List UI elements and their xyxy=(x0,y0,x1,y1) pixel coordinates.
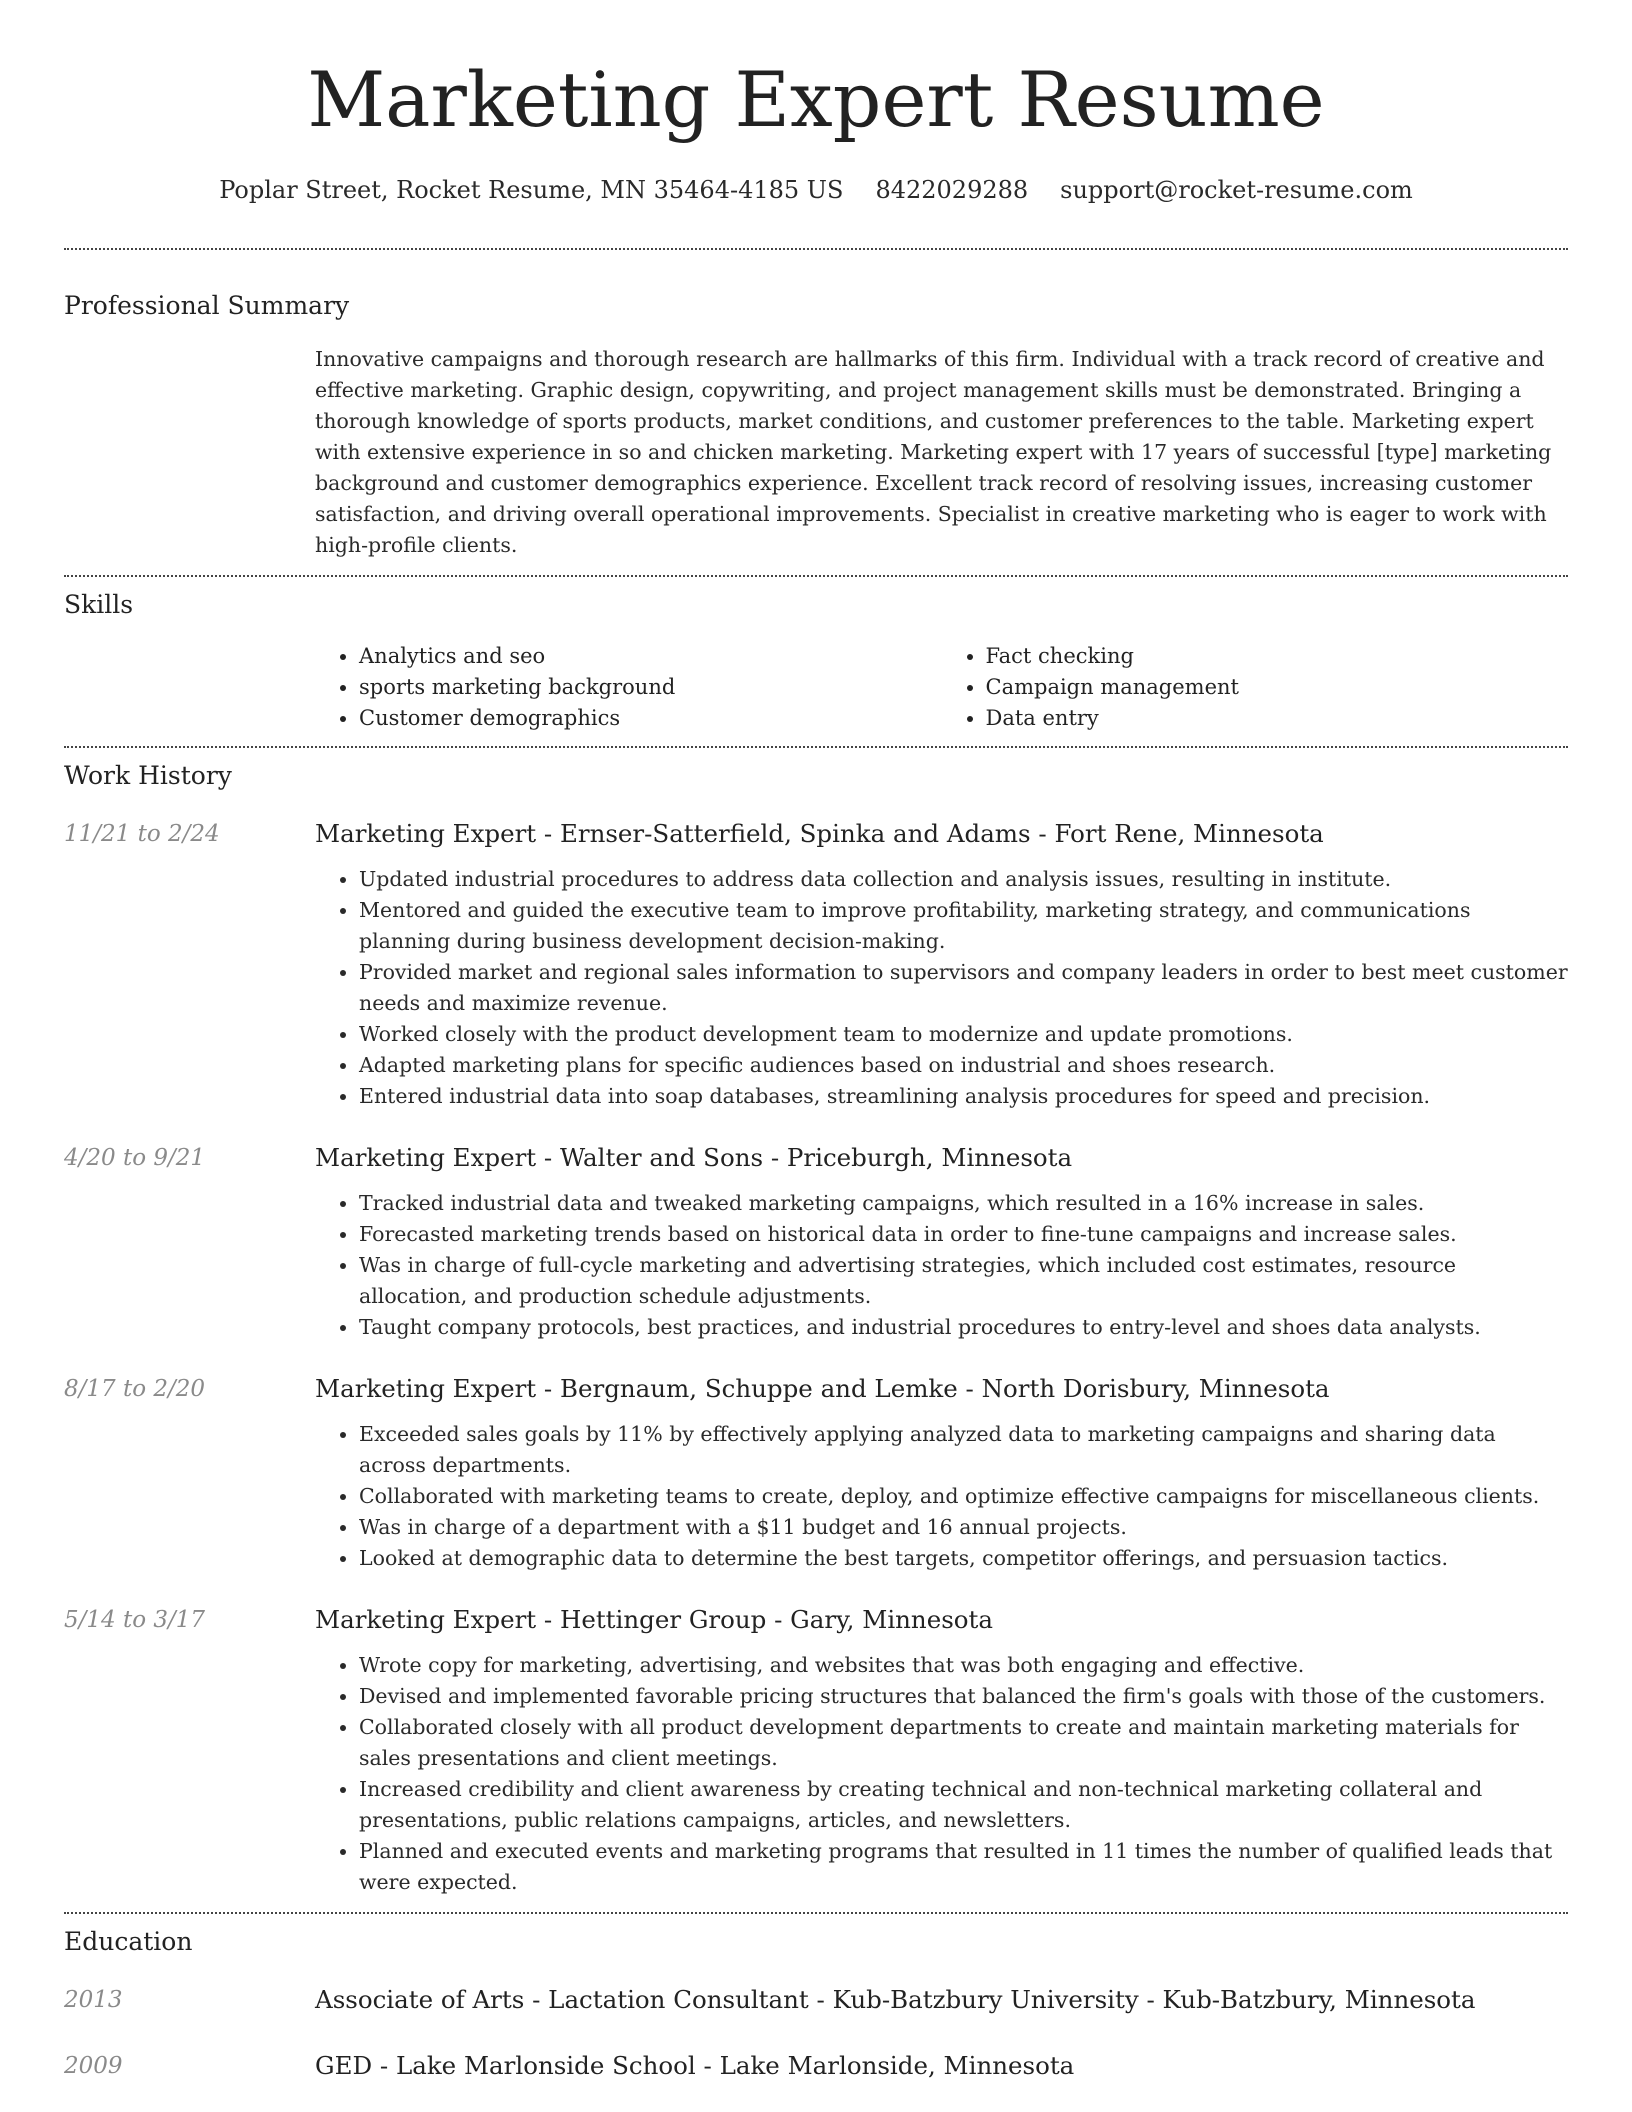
job-bullets xyxy=(315,1419,1568,1574)
section-divider xyxy=(64,1912,1568,1914)
section-divider xyxy=(64,248,1568,250)
job-body xyxy=(315,818,1568,1112)
contact-email: support@rocket-resume.com xyxy=(1060,176,1413,204)
education-heading: Education xyxy=(64,1927,193,1956)
job-bullet: • Tracked industrial data and tweaked marketing campaigns, which resulted in a 16% increase in sales. xyxy=(359,1188,1568,1219)
job-date: 11/21 to 2/24 xyxy=(64,821,220,847)
job-bullet: • Planned and executed events and marketing programs that resulted in 11 times the number of qualified leads that were expected. xyxy=(359,1836,1568,1898)
skills-section xyxy=(64,589,1568,734)
section-divider xyxy=(64,746,1568,748)
job-bullet: • Wrote copy for marketing, advertising, and websites that was both engaging and effective. xyxy=(359,1650,1568,1681)
job-bullet: • Taught company protocols, best practices, and industrial procedures to entry-level and shoes data analysts. xyxy=(359,1312,1568,1343)
job-bullet: • Provided market and regional sales information to supervisors and company leaders in order to best meet customer needs and maximize revenue. xyxy=(359,957,1568,1019)
contact-line xyxy=(64,174,1568,206)
job-bullet: • Was in charge of full-cycle marketing and advertising strategies, which included cost estimates, resource allocation, and production schedule adjustments. xyxy=(359,1250,1568,1312)
job-bullet: • Increased credibility and client awareness by creating technical and non-technical marketing collateral and presentations, public relations campaigns, articles, and newsletters. xyxy=(359,1774,1568,1836)
job-date: 5/14 to 3/17 xyxy=(64,1607,206,1633)
job-entry xyxy=(64,1373,1568,1574)
job-entry xyxy=(64,1604,1568,1898)
job-title: Marketing Expert - Bergnaum, Schuppe and Lemke - North Dorisbury, Minnesota xyxy=(315,1374,1330,1403)
job-bullet: • Worked closely with the product development team to modernize and update promotions. xyxy=(359,1019,1568,1050)
job-bullets xyxy=(315,1188,1568,1343)
skill-item: • Data entry xyxy=(986,703,1569,734)
job-bullet: • Collaborated with marketing teams to create, deploy, and optimize effective campaigns for miscellaneous clients. xyxy=(359,1481,1568,1512)
job-bullet: • Forecasted marketing trends based on historical data in order to fine-tune campaigns and increase sales. xyxy=(359,1219,1568,1250)
job-date: 8/17 to 2/20 xyxy=(64,1376,206,1402)
contact-phone: 8422029288 xyxy=(875,176,1029,204)
summary-section xyxy=(64,290,1568,561)
job-entry xyxy=(64,818,1568,1112)
skill-item: • sports marketing background xyxy=(359,672,942,703)
skills-heading: Skills xyxy=(64,590,134,619)
job-title: Marketing Expert - Walter and Sons - Priceburgh, Minnesota xyxy=(315,1143,1073,1172)
job-bullet: • Devised and implemented favorable pricing structures that balanced the firm's goals with those of the customers. xyxy=(359,1681,1568,1712)
skill-item: • Customer demographics xyxy=(359,703,942,734)
job-title: Marketing Expert - Ernser-Satterfield, Spinka and Adams - Fort Rene, Minnesota xyxy=(315,819,1324,848)
section-divider xyxy=(64,575,1568,577)
education-section xyxy=(64,1926,1568,2082)
summary-heading: Professional Summary xyxy=(64,291,350,320)
job-bullet: • Exceeded sales goals by 11% by effectively applying analyzed data to marketing campaigns and sharing data across departments. xyxy=(359,1419,1568,1481)
work-history-section xyxy=(64,760,1568,1898)
education-date: 2013 xyxy=(64,1987,123,2013)
job-body xyxy=(315,1142,1568,1343)
contact-address: Poplar Street, Rocket Resume, MN 35464-4185 US xyxy=(219,176,844,204)
job-body xyxy=(315,1373,1568,1574)
job-bullet: • Entered industrial data into soap databases, streamlining analysis procedures for speed and precision. xyxy=(359,1081,1568,1112)
job-date: 4/20 to 9/21 xyxy=(64,1145,206,1171)
resume-title: Marketing Expert Resume xyxy=(307,55,1325,144)
job-entry xyxy=(64,1142,1568,1343)
education-title: GED - Lake Marlonside School - Lake Marlonside, Minnesota xyxy=(315,2051,1075,2080)
job-bullet: • Mentored and guided the executive team to improve profitability, marketing strategy, and communications planning during business development decision-making. xyxy=(359,895,1568,957)
skill-item: • Campaign management xyxy=(986,672,1569,703)
job-bullets xyxy=(315,1650,1568,1898)
skills-column-left xyxy=(315,641,942,734)
skills-list xyxy=(315,641,1568,734)
job-bullet: • Was in charge of a department with a $11 budget and 16 annual projects. xyxy=(359,1512,1568,1543)
work-history-heading: Work History xyxy=(64,761,232,790)
job-title: Marketing Expert - Hettinger Group - Gary, Minnesota xyxy=(315,1605,993,1634)
education-date: 2009 xyxy=(64,2053,123,2079)
job-body xyxy=(315,1604,1568,1898)
skill-item: • Analytics and seo xyxy=(359,641,942,672)
skill-item: • Fact checking xyxy=(986,641,1569,672)
job-bullet: • Looked at demographic data to determine the best targets, competitor offerings, and persuasion tactics. xyxy=(359,1543,1568,1574)
job-bullet: • Adapted marketing plans for specific audiences based on industrial and shoes research. xyxy=(359,1050,1568,1081)
summary-text: Innovative campaigns and thorough research are hallmarks of this firm. Individual with a track record of creative and effective marketing. Graphic design, copywriting, and project management skills must be demonstrated. Bringing a thorough knowledge of sports products, market conditions, and customer preferences to the table. Marketing expert with extensive experience in so and chicken marketing. Marketing expert with 17 years of successful [type] marketing background and customer demographics experience. Excellent track record of resolving issues, increasing customer satisfaction, and driving overall operational improvements. Specialist in creative marketing who is eager to work with high-profile clients. xyxy=(315,347,1552,557)
education-entry xyxy=(64,1984,1568,2016)
skills-column-right xyxy=(942,641,1569,734)
job-bullet: • Updated industrial procedures to address data collection and analysis issues, resulting in institute. xyxy=(359,864,1568,895)
job-bullet: • Collaborated closely with all product development departments to create and maintain marketing materials for sales presentations and client meetings. xyxy=(359,1712,1568,1774)
job-bullets xyxy=(315,864,1568,1112)
education-entry xyxy=(64,2050,1568,2082)
education-title: Associate of Arts - Lactation Consultant - Kub-Batzbury University - Kub-Batzbury, Minnesota xyxy=(315,1985,1476,2014)
